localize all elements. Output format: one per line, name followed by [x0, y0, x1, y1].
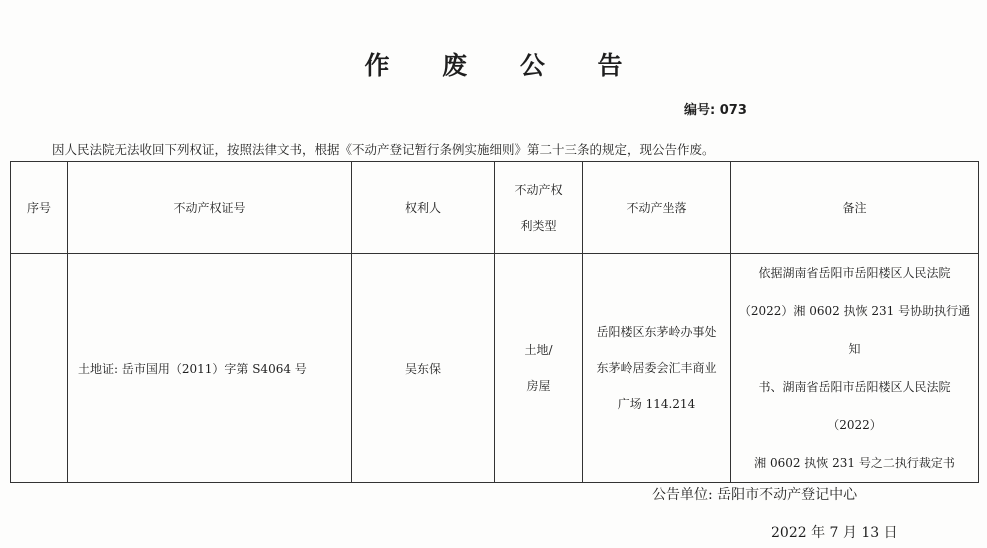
cell-seq — [11, 254, 68, 483]
issuing-unit: 公告单位: 岳阳市不动产登记中心 — [652, 487, 858, 503]
header-cert-no: 不动产权证号 — [68, 162, 352, 254]
issue-date: 2022 年 7 月 13 日 — [771, 525, 898, 541]
header-right-type-line1: 不动产权 — [514, 182, 563, 197]
cell-cert-no: 土地证: 岳市国用（2011）字第 S4064 号 — [68, 254, 352, 483]
header-right-type-line2: 利类型 — [520, 218, 557, 233]
cell-right-type-line2: 房屋 — [526, 379, 551, 393]
cell-location-line2: 东茅岭居委会汇丰商业 — [596, 361, 717, 375]
serial-number: 编号: 073 — [684, 103, 747, 118]
header-remark: 备注 — [731, 162, 979, 254]
cell-remark-line2: （2022）湘 0602 执恢 231 号协助执行通知 — [738, 304, 971, 356]
cell-remark-line1: 依据湖南省岳阳市岳阳楼区人民法院 — [758, 266, 951, 280]
page-title: 作 废 公 告 — [364, 51, 645, 80]
cell-location — [583, 254, 731, 483]
cell-holder: 吴东保 — [352, 254, 495, 483]
notice-table — [10, 161, 979, 483]
cell-location-line1: 岳阳楼区东茅岭办事处 — [596, 325, 717, 339]
cell-remark-line4: 湘 0602 执恢 231 号之二执行裁定书 — [754, 456, 955, 470]
header-location: 不动产坐落 — [583, 162, 731, 254]
header-right-type — [495, 162, 583, 254]
cell-remark-line3: 书、湖南省岳阳市岳阳楼区人民法院（2022） — [758, 380, 951, 432]
cell-remark — [731, 254, 979, 483]
table-header-row — [11, 162, 979, 254]
intro-paragraph: 因人民法院无法收回下列权证，按照法律文书，根据《不动产登记暂行条例实施细则》第二十三条的规定，现公告作废。 — [52, 142, 715, 157]
cell-right-type — [495, 254, 583, 483]
header-seq: 序号 — [11, 162, 68, 254]
cell-right-type-line1: 土地/ — [524, 343, 553, 357]
header-holder: 权利人 — [352, 162, 495, 254]
table-row — [11, 254, 979, 483]
cell-location-line3: 广场 114.214 — [617, 397, 696, 411]
